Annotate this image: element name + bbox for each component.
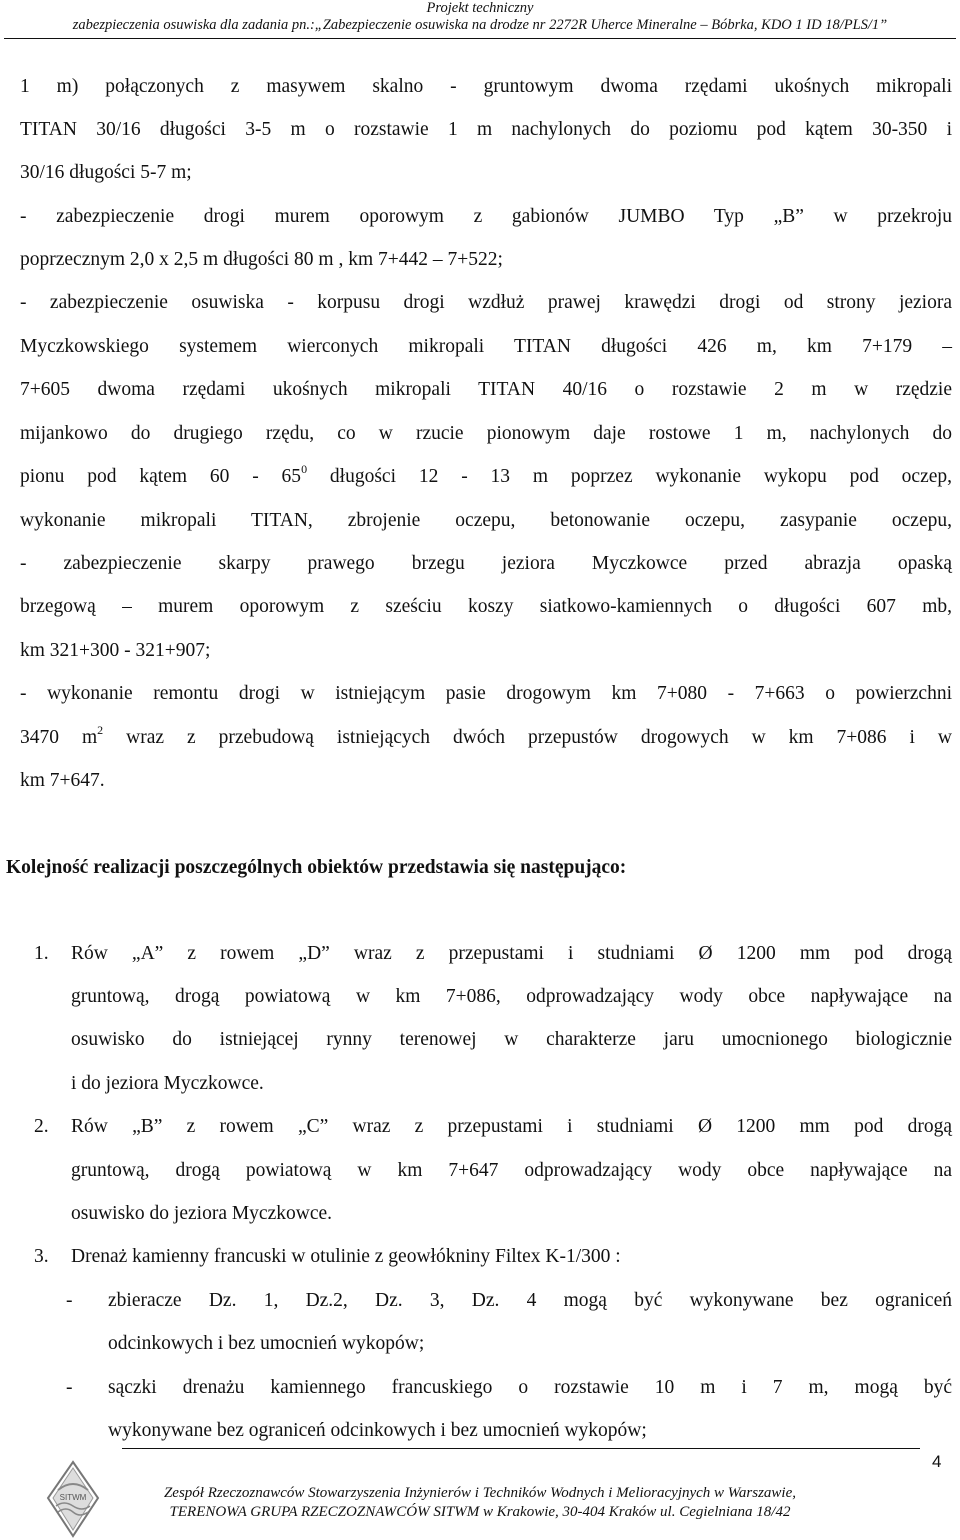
body-line: - zabezpieczenie drogi murem oporowym z gabionów JUMBO Typ „B” w przekroju [20, 206, 952, 227]
body-line: brzegową – murem oporowym z sześciu koszy siatkowo-kamiennych o długości 607 mb, [20, 596, 952, 617]
footer-line-2: TERENOWA GRUPA RZECZOZNAWCÓW SITWM w Krakowie, 30-404 Kraków ul. Cegielniana 18/42 [169, 1504, 791, 1520]
body-line-part: pionu pod kątem 60 - 65 [20, 466, 302, 487]
list-item-line: Rów „A” z rowem „D” wraz z przepustami i studniami Ø 1200 mm pod drogą [71, 943, 952, 964]
body-line: poprzecznym 2,0 x 2,5 m długości 80 m , km 7+442 – 7+522; [20, 249, 503, 270]
logo-text: SITWM [59, 1493, 87, 1502]
body-line: - zabezpieczenie skarpy prawego brzegu jeziora Myczkowce przed abrazja opaską [20, 553, 952, 574]
body-line: 7+605 dwoma rzędami ukośnych mikropali TITAN 40/16 o rozstawie 2 m w rzędzie [20, 379, 952, 400]
list-item-line: osuwisko do jeziora Myczkowce. [71, 1203, 333, 1224]
sub-item-dash: - [66, 1377, 73, 1398]
header-title: Projekt techniczny [426, 0, 534, 16]
sub-item-line: odcinkowych i bez umocnień wykopów; [108, 1333, 425, 1354]
body-line-with-superscript [20, 725, 952, 751]
body-line-with-degree [20, 464, 952, 490]
sub-item-line: wykonywane bez ograniceń odcinkowych i bez umocnień wykopów; [108, 1420, 647, 1441]
header-subtitle: zabezpieczenia osuwiska dla zadania pn.:„Zabezpieczenie osuwiska na drodze nr 2272R Uherce Mineralne – Bóbrka, KDO 1 ID 18/PLS/1” [72, 17, 888, 33]
body-line: TITAN 30/16 długości 3-5 m o rozstawie 1 m nachylonych do poziomu pod kątem 30-350 i [20, 119, 952, 140]
body-line-part: 3470 m [20, 727, 98, 748]
list-item-line: gruntową, drogą powiatową w km 7+086, odprowadzający wody obce napływające na [71, 986, 952, 1007]
body-line: Myczkowskiego systemem wierconych mikropali TITAN długości 426 m, km 7+179 – [20, 336, 952, 357]
page-number: 4 [932, 1452, 942, 1471]
list-item-line: Drenaż kamienny francuski w otulinie z geowłókniny Filtex K-1/300 : [71, 1246, 621, 1267]
list-number: 2. [34, 1116, 49, 1137]
body-line-part: długości 12 - 13 m poprzez wykonanie wykopu pod oczep, [329, 466, 953, 487]
list-item-line: osuwisko do istniejącej rynny terenowej w charakterze jaru umocnionego biologicznie [71, 1029, 952, 1050]
body-line: mijankowo do drugiego rzędu, co w rzucie pionowym daje rostowe 1 m, nachylonych do [20, 423, 952, 444]
list-number: 1. [34, 943, 49, 964]
footer-line-1: Zespół Rzeczoznawców Stowarzyszenia Inżynierów i Techników Wodnych i Melioracyjnych w Warszawie, [163, 1485, 797, 1501]
sub-item-line: sączki drenażu kamiennego francuskiego o rozstawie 10 m i 7 m, mogą być [108, 1377, 952, 1398]
body-line: km 7+647. [20, 770, 105, 791]
sub-item-line: zbieracze Dz. 1, Dz.2, Dz. 3, Dz. 4 mogą być wykonywane bez ograniceń [108, 1290, 952, 1311]
body-line-part: wraz z przebudową istniejących dwóch przepustów drogowych w km 7+086 i w [126, 727, 952, 748]
square-superscript: 2 [97, 723, 104, 737]
body-line: - zabezpieczenie osuwiska - korpusu drogi wzdłuż prawej krawędzi drogi od strony jeziora [20, 292, 952, 313]
body-line: wykonanie mikropali TITAN, zbrojenie oczepu, betonowanie oczepu, zasypanie oczepu, [20, 510, 952, 531]
header-divider [4, 38, 956, 39]
body-line: km 321+300 - 321+907; [20, 640, 211, 661]
body-line: 30/16 długości 5-7 m; [20, 162, 192, 183]
list-item-line: Rów „B” z rowem „C” wraz z przepustami i studniami Ø 1200 mm pod drogą [71, 1116, 952, 1137]
list-item-line: gruntową, drogą powiatową w km 7+647 odprowadzający wody obce napływające na [71, 1160, 952, 1181]
section-heading: Kolejność realizacji poszczególnych obiektów przedstawia się następująco: [6, 857, 627, 878]
footer-divider [122, 1448, 920, 1449]
degree-superscript: 0 [301, 462, 308, 476]
sub-item-dash: - [66, 1290, 73, 1311]
list-number: 3. [34, 1246, 49, 1267]
body-line: - wykonanie remontu drogi w istniejącym pasie drogowym km 7+080 - 7+663 o powierzchni [20, 683, 952, 704]
list-item-line: i do jeziora Myczkowce. [71, 1073, 264, 1094]
body-line: 1 m) połączonych z masywem skalno - gruntowym dwoma rzędami ukośnych mikropali [20, 76, 952, 97]
